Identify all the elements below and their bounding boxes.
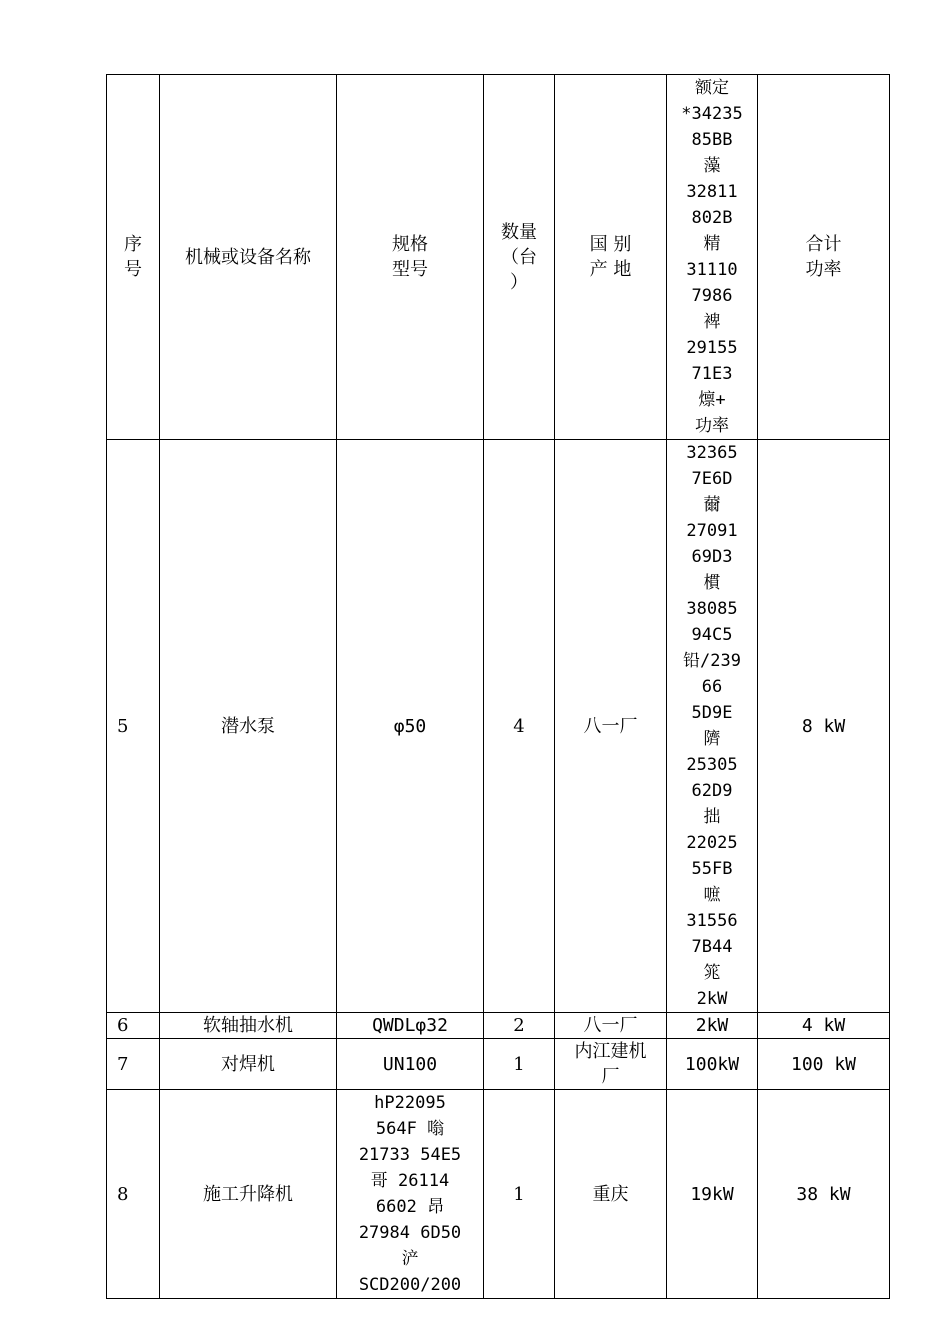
cell-total-power: 8 kW [758,440,890,1013]
cell-seq: 8 [107,1090,160,1299]
cell-spec: QWDLφ32 [337,1013,484,1039]
cell-origin: 内江建机 厂 [555,1039,667,1090]
cell-total-power: 38 kW [758,1090,890,1299]
cell-name: 潜水泵 [160,440,337,1013]
header-row [107,75,890,440]
header-rated-power: 额定 *34235 85BB 藻 32811 802B 精 31110 7986 裨 29155 71E3 燷+ 功率 [667,75,758,440]
header-spec: 规格 型号 [337,75,484,440]
cell-spec: hP22095 564F 嗡 21733 54E5 哥 26114 6602 昂 27984 6D50 浐 SCD200/200 [337,1090,484,1299]
cell-qty: 2 [484,1013,555,1039]
cell-rated-power: 32365 7E6D 薾 27091 69D3 樌 38085 94C5 铅/239 66 5D9E 隮 25305 62D9 拙 22025 55FB 嗻 31556 7B44 筄 2kW [667,440,758,1013]
equipment-table [106,74,890,1299]
cell-rated-power: 2kW [667,1013,758,1039]
cell-rated-power: 100kW [667,1039,758,1090]
cell-seq: 5 [107,440,160,1013]
cell-spec: UN100 [337,1039,484,1090]
cell-qty: 4 [484,440,555,1013]
cell-total-power: 100 kW [758,1039,890,1090]
header-origin: 国 别 产 地 [555,75,667,440]
cell-origin: 八一厂 [555,1013,667,1039]
cell-seq: 6 [107,1013,160,1039]
table-row [107,440,890,1013]
cell-total-power: 4 kW [758,1013,890,1039]
table-row [107,1013,890,1039]
header-name: 机械或设备名称 [160,75,337,440]
table-row [107,1039,890,1090]
cell-origin: 八一厂 [555,440,667,1013]
cell-seq: 7 [107,1039,160,1090]
header-total-power: 合计 功率 [758,75,890,440]
cell-spec: φ50 [337,440,484,1013]
header-qty: 数量 （台 ） [484,75,555,440]
cell-name: 对焊机 [160,1039,337,1090]
cell-origin: 重庆 [555,1090,667,1299]
cell-qty: 1 [484,1090,555,1299]
header-seq: 序 号 [107,75,160,440]
table-row [107,1090,890,1299]
cell-name: 施工升降机 [160,1090,337,1299]
cell-qty: 1 [484,1039,555,1090]
cell-name: 软轴抽水机 [160,1013,337,1039]
cell-rated-power: 19kW [667,1090,758,1299]
